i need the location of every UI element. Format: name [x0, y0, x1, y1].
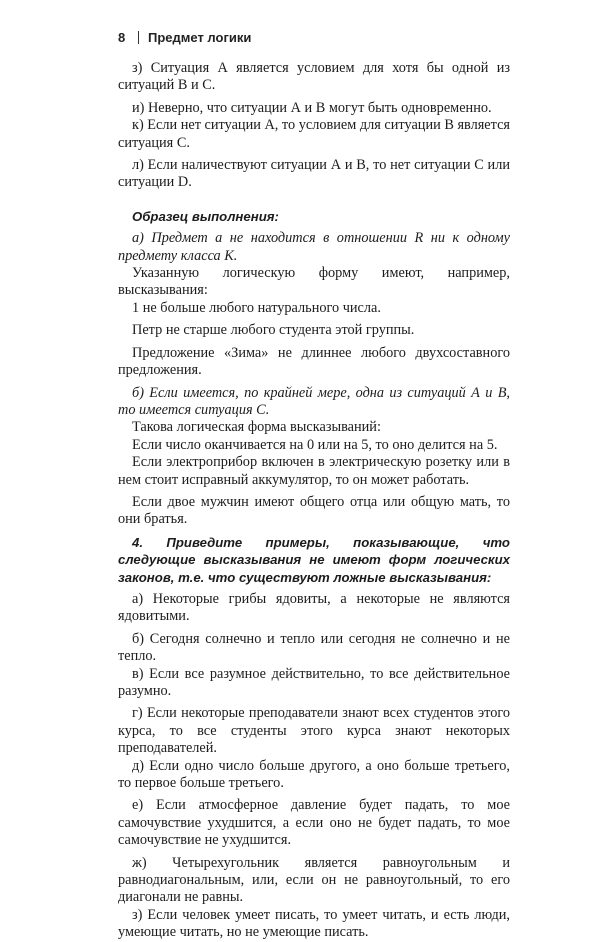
running-header — [108, 30, 508, 46]
item-l: л) Если наличествуют ситуации А и В, то нет ситуации С или ситуации D. — [118, 157, 510, 191]
sample-b-example-3: Если двое мужчин имеют общего отца или общую мать, то они братья. — [118, 493, 510, 528]
item-i: и) Неверно, что ситуации А и В могут быть одновременно. — [132, 99, 492, 116]
page-body — [118, 60, 510, 942]
sample-b-task: б) Если имеется, по крайней мере, одна из ситуаций А и В, то имеется ситуация С. — [118, 384, 510, 418]
sample-b-example-1: Если число оканчивается на 0 или на 5, то оно делится на 5. — [132, 436, 498, 453]
sample-a-task: а) Предмет а не находится в отношении R ни к одному предмету класса K. — [118, 230, 510, 264]
header-divider — [138, 31, 139, 44]
task-4-item: а) Некоторые грибы ядовиты, а некоторые не являются ядовитыми. — [118, 590, 510, 625]
item-k: к) Если нет ситуации А, то условием для ситуации В является ситуация С. — [118, 117, 510, 151]
task-4-item: е) Если атмосферное давление будет падать, то мое самочувствие ухудшится, а если оно не будет падать, то мое самочувствие не ухудшится. — [118, 797, 510, 849]
sample-b-intro: Такова логическая форма высказываний: — [132, 419, 381, 436]
task-4-item: в) Если все разумное действительно, то все действительное разумно. — [118, 665, 510, 699]
task-4-heading: 4. Приведите примеры, показывающие, что следующие высказывания не имеют форм логических законов, т.е. что существуют ложные высказывания: — [118, 534, 510, 585]
task-4-item: д) Если одно число больше другого, а оно больше третьего, то первое больше третьего. — [118, 757, 510, 792]
sample-a-example-1: 1 не больше любого натурального числа. — [132, 299, 381, 316]
task-4-item: б) Сегодня солнечно и тепло или сегодня не солнечно и не тепло. — [118, 630, 510, 665]
task-4-item: г) Если некоторые преподаватели знают всех студентов этого курса, то все студенты этого курса знают некоторых преподавателей. — [118, 705, 510, 757]
sample-a-intro: Указанную логическую форму имеют, например, высказывания: — [118, 265, 510, 299]
sample-b-example-2: Если электроприбор включен в электрическую розетку или в нем стоит исправный аккумулятор, то он может работать. — [118, 454, 510, 488]
sample-a-example-2: Петр не старше любого студента этой группы. — [132, 322, 415, 339]
task-4-item: з) Если человек умеет писать, то умеет читать, и есть люди, умеющие читать, но не умеющие писать. — [118, 906, 510, 941]
task-4-item: ж) Четырехугольник является равноугольным и равнодиагональным, или, если он не равноугольный, то его диагонали не равны. — [118, 854, 510, 906]
sample-heading: Образец выполнения: — [132, 208, 279, 224]
running-title: Предмет логики — [148, 30, 252, 45]
item-z: з) Ситуация А является условием для хотя бы одной из ситуаций В и С. — [118, 60, 510, 94]
page-number: 8 — [118, 30, 126, 45]
sample-a-example-3: Предложение «Зима» не длиннее любого двухсоставного предложения. — [118, 344, 510, 379]
